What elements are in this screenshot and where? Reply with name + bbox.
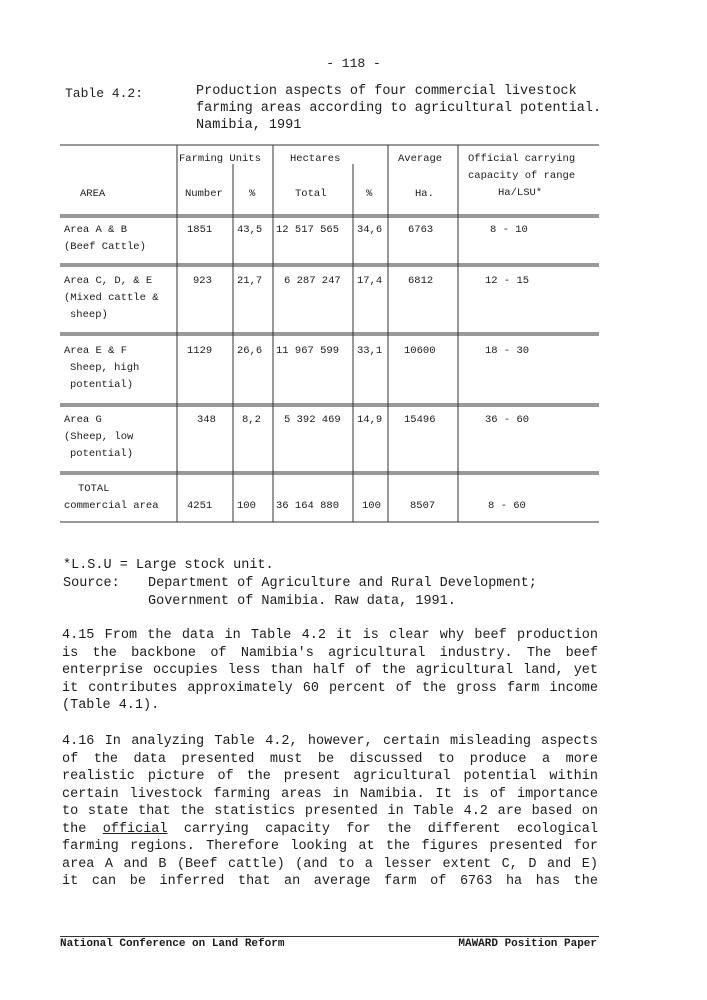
paragraph-line: (Table 4.1). bbox=[62, 698, 160, 713]
paragraph-line: realistic picture of the present agricultural potential within bbox=[62, 769, 598, 784]
row-average: 6763 bbox=[408, 224, 434, 236]
source-line: Department of Agriculture and Rural Development; bbox=[148, 576, 537, 591]
footnote: *L.S.U = Large stock unit. bbox=[63, 558, 274, 573]
header-total: Total bbox=[295, 188, 327, 200]
row-number: 1129 bbox=[187, 345, 213, 357]
row-area-line: potential) bbox=[70, 379, 134, 391]
paragraph-line: enterprise occupies less than half of the agricultural land, yet bbox=[62, 663, 598, 678]
row-area-line: Area C, D, & E bbox=[64, 275, 153, 287]
row-pct-hectares: 34,6 bbox=[357, 224, 383, 236]
header-average: Average bbox=[398, 153, 443, 165]
header-hectares: Hectares bbox=[290, 153, 341, 165]
row-number: 348 bbox=[197, 414, 216, 426]
row-average: 6812 bbox=[408, 275, 434, 287]
total-number: 4251 bbox=[187, 500, 213, 512]
row-capacity: 12 - 15 bbox=[485, 275, 530, 287]
total-area-line: TOTAL bbox=[78, 483, 110, 495]
total-area-line: commercial area bbox=[64, 500, 159, 512]
row-average: 10600 bbox=[404, 345, 436, 357]
header-area: AREA bbox=[80, 188, 106, 200]
header-pct-hectares: % bbox=[366, 188, 373, 200]
paragraph-line bbox=[62, 821, 598, 839]
total-pct-hectares: 100 bbox=[362, 500, 381, 512]
row-average: 15496 bbox=[404, 414, 436, 426]
row-area-line: sheep) bbox=[70, 309, 108, 321]
row-number: 1851 bbox=[187, 224, 213, 236]
total-hectares: 36 164 880 bbox=[276, 500, 340, 512]
row-pct-units: 21,7 bbox=[237, 275, 263, 287]
paragraph-line: to state that the statistics presented in Table 4.2 are based on bbox=[62, 804, 598, 819]
paragraph-line: of the data presented must be discussed to produce a more bbox=[62, 751, 598, 767]
row-area-line: potential) bbox=[70, 448, 134, 460]
row-area-line: Area E & F bbox=[64, 345, 128, 357]
paragraph-4-16 bbox=[62, 733, 598, 891]
page-number: - 118 - bbox=[326, 56, 381, 71]
row-pct-hectares: 17,4 bbox=[357, 275, 383, 287]
footer-rule bbox=[60, 936, 599, 937]
row-pct-hectares: 14,9 bbox=[357, 414, 383, 426]
row-total-hectares: 5 392 469 bbox=[284, 414, 341, 426]
header-farming-units: Farming Units bbox=[179, 153, 261, 165]
row-pct-hectares: 33,1 bbox=[357, 345, 383, 357]
header-pct-units: % bbox=[249, 188, 256, 200]
total-pct-units: 100 bbox=[237, 500, 256, 512]
row-capacity: 36 - 60 bbox=[485, 414, 530, 426]
row-area-line: Area A & B bbox=[64, 224, 128, 236]
row-capacity: 18 - 30 bbox=[485, 345, 530, 357]
header-ha: Ha. bbox=[415, 188, 434, 200]
row-number: 923 bbox=[193, 275, 212, 287]
footer-paper: MAWARD Position Paper bbox=[458, 938, 597, 950]
header-official-2: capacity of range bbox=[468, 170, 576, 182]
table-caption-title bbox=[196, 83, 616, 134]
paragraph-line: 4.16 In analyzing Table 4.2, however, certain misleading aspects bbox=[62, 734, 598, 749]
paragraph-text: carrying capacity for the different ecological bbox=[167, 821, 599, 837]
row-pct-units: 8,2 bbox=[242, 414, 261, 426]
header-official-1: Official carrying bbox=[468, 153, 576, 165]
row-total-hectares: 11 967 599 bbox=[276, 345, 340, 357]
total-average: 8507 bbox=[410, 500, 436, 512]
paragraph-line: farming regions. Therefore looking at the figures presented for bbox=[62, 839, 598, 854]
footer-conference: National Conference on Land Reform bbox=[60, 938, 285, 950]
paragraph-line: 4.15 From the data in Table 4.2 it is clear why beef production bbox=[62, 628, 598, 643]
total-capacity: 8 - 60 bbox=[488, 500, 526, 512]
row-area-line: (Sheep, low bbox=[64, 431, 134, 443]
paragraph-line: it contributes approximately 60 percent of the gross farm income bbox=[62, 680, 598, 696]
header-number: Number bbox=[185, 188, 223, 200]
paragraph-line: area A and B (Beef cattle) (and to a lesser extent C, D and E) bbox=[62, 856, 598, 872]
table-caption-line: farming areas according to agricultural potential. bbox=[196, 101, 602, 116]
paragraph-line: certain livestock farming areas in Namibia. It is of importance bbox=[62, 786, 598, 802]
underlined-word-official: official bbox=[102, 821, 168, 837]
row-total-hectares: 12 517 565 bbox=[276, 224, 340, 236]
paragraph-4-15 bbox=[62, 627, 598, 715]
row-capacity: 8 - 10 bbox=[490, 224, 528, 236]
row-area-line: (Beef Cattle) bbox=[64, 241, 146, 253]
paragraph-line: is the backbone of Namibia's agricultural industry. The beef bbox=[62, 645, 598, 661]
table-caption-line: Namibia, 1991 bbox=[196, 118, 302, 133]
production-table bbox=[60, 142, 599, 527]
source-line: Government of Namibia. Raw data, 1991. bbox=[148, 594, 456, 609]
header-official-3: Ha/LSU* bbox=[498, 187, 543, 199]
row-area-line: Sheep, high bbox=[70, 362, 140, 374]
row-pct-units: 43,5 bbox=[237, 224, 263, 236]
paragraph-line: it can be inferred that an average farm of 6763 ha has the bbox=[62, 874, 598, 889]
row-area-line: Area G bbox=[64, 414, 102, 426]
paragraph-text: the bbox=[62, 821, 103, 837]
table-caption-label: Table 4.2: bbox=[65, 86, 144, 101]
row-pct-units: 26,6 bbox=[237, 345, 263, 357]
row-area-line: (Mixed cattle & bbox=[64, 292, 159, 304]
source-label: Source: bbox=[63, 576, 120, 591]
row-total-hectares: 6 287 247 bbox=[284, 275, 341, 287]
table-caption-line: Production aspects of four commercial livestock bbox=[196, 84, 577, 99]
